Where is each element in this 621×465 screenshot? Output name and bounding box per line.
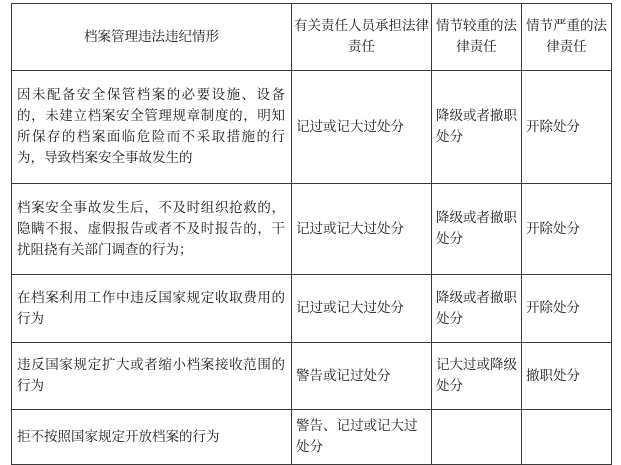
- header-violation-situation: 档案管理违法违纪情形: [12, 4, 292, 71]
- legal-liability-table: [11, 3, 612, 465]
- serious-liability-cell: [432, 410, 522, 465]
- serious-liability-cell: 降级或者撤职处分: [432, 71, 522, 184]
- severe-liability-cell: 开除处分: [522, 71, 612, 184]
- severe-liability-cell: 开除处分: [522, 275, 612, 343]
- violation-cell: 违反国家规定扩大或者缩小档案接收范围的行为: [12, 343, 292, 410]
- header-responsible-person-liability: 有关责任人员承担法律责任: [292, 4, 432, 71]
- violation-cell: 在档案利用工作中违反国家规定收取费用的行为: [12, 275, 292, 343]
- serious-liability-cell: 降级或者撤职处分: [432, 275, 522, 343]
- responsible-liability-cell: 记过或记大过处分: [292, 184, 432, 275]
- header-severe-liability: 情节严重的法律责任: [522, 4, 612, 71]
- responsible-liability-cell: 记过或记大过处分: [292, 275, 432, 343]
- table-row: [12, 343, 612, 410]
- responsible-liability-cell: 记过或记大过处分: [292, 71, 432, 184]
- header-serious-liability: 情节较重的法律责任: [432, 4, 522, 71]
- serious-liability-cell: 降级或者撤职处分: [432, 184, 522, 275]
- severe-liability-cell: [522, 410, 612, 465]
- table-header-row: [12, 4, 612, 71]
- table-row: [12, 71, 612, 184]
- table-row: [12, 410, 612, 465]
- severe-liability-cell: 撤职处分: [522, 343, 612, 410]
- violation-cell: 档案安全事故发生后，不及时组织抢救的，隐瞒不报、虚假报告或者不及时报告的，干扰阻挠有关部门调查的行为；: [12, 184, 292, 275]
- violation-cell: 因未配备安全保管档案的必要设施、设备的，未建立档案安全管理规章制度的，明知所保存的档案面临危险而不采取措施的行为，导致档案安全事故发生的: [12, 71, 292, 184]
- serious-liability-cell: 记大过或降级处分: [432, 343, 522, 410]
- table-row: [12, 275, 612, 343]
- responsible-liability-cell: 警告、记过或记大过处分: [292, 410, 432, 465]
- violation-cell: 拒不按照国家规定开放档案的行为: [12, 410, 292, 465]
- responsible-liability-cell: 警告或记过处分: [292, 343, 432, 410]
- severe-liability-cell: 开除处分: [522, 184, 612, 275]
- table-row: [12, 184, 612, 275]
